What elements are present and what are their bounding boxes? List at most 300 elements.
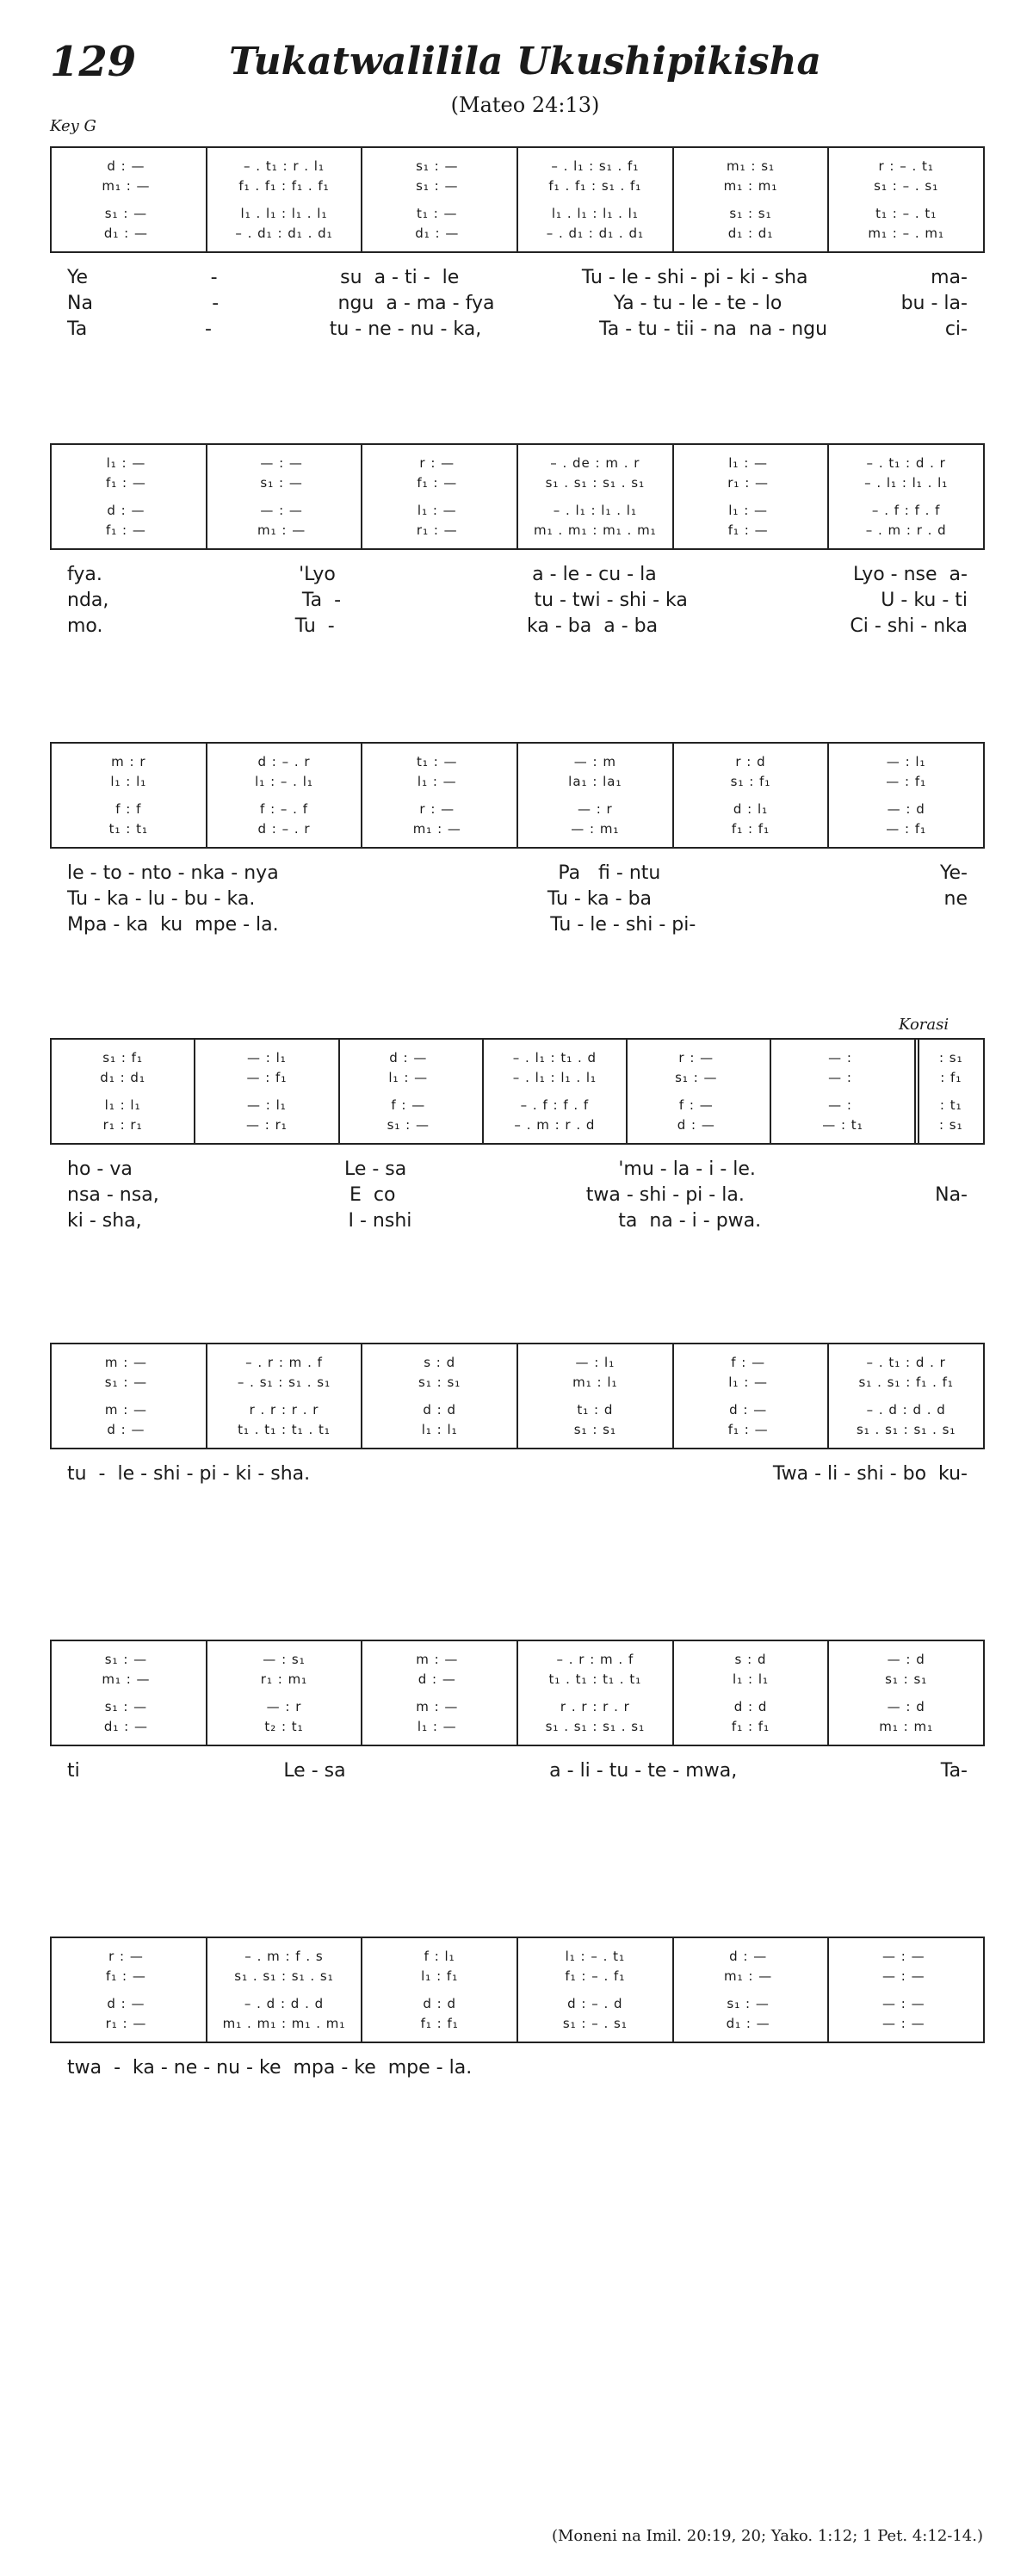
lyrics-block [50,1758,985,1784]
voice-part: – . f : f . f [520,1097,590,1113]
voice-part: – . s₁ : s₁ . s₁ [237,1374,331,1390]
measure [207,445,363,548]
voice-part: : f₁ [940,1069,962,1085]
voice-part: f : – . f [260,801,308,817]
hymn-number: 129 [50,38,137,86]
voice-part: r₁ : r₁ [102,1116,143,1133]
voice-part: d : l₁ [733,801,769,817]
music-system [50,1343,985,1487]
lyric-segment: I - nshi [348,1210,412,1232]
lyric-segment: Tu - ka - lu - bu - ka. [67,888,256,910]
voice-part: – . l₁ : l₁ . l₁ [553,503,637,518]
lyric-segment: tu - le - shi - pi - ki - sha. [67,1463,311,1485]
lyric-segment: Tu - le - shi - pi - ki - sha [581,267,808,288]
lyric-segment: Mpa - ka ku mpe - la. [67,914,279,936]
voice-part: d : — [107,1421,151,1437]
voice-part: d : d [423,1402,456,1418]
voice-part: — : l₁ [886,754,926,769]
voice-part: l₁ . l₁ : l₁ . l₁ [240,206,328,221]
voice-part: m₁ : — [102,1671,156,1687]
voice-part: s₁ . s₁ : s₁ . s₁ [234,1968,334,1984]
lyric-line [50,614,985,639]
music-system [50,1937,985,2081]
voice-part: d : d [733,1699,768,1714]
measure [829,148,983,251]
voice-part: f₁ : f₁ [420,2015,459,2031]
lyric-segment: Ta - [301,590,342,611]
lyric-segment: Le - sa [283,1760,346,1782]
measure [919,1040,983,1143]
voice-part: s₁ : — [416,177,464,194]
voice-part: : s₁ [938,1116,963,1133]
voice-part: f : — [731,1355,770,1370]
voice-part: s₁ : – . s₁ [562,2015,628,2031]
measure [362,1344,518,1448]
voice-part: l₁ : l₁ [733,1671,769,1687]
voice-part: — : f₁ [246,1069,288,1085]
music-system [50,1640,985,1784]
voice-part: : t₁ [939,1097,962,1113]
measure [207,1344,363,1448]
voice-part: m₁ : — [724,1968,778,1984]
voice-part: – . f : f . f [871,503,941,518]
staff [50,1343,985,1449]
voice-part: s₁ : f₁ [102,1050,143,1066]
measure [829,1344,983,1448]
lyric-line [50,562,985,588]
voice-part: d : — [677,1116,721,1133]
voice-part: l₁ : — [417,773,462,789]
measure [207,1938,363,2042]
lyric-segment: Ye- [939,862,968,884]
voice-part: — : d [887,1699,925,1714]
voice-part: – . d₁ : d₁ . d₁ [546,225,644,241]
staff [50,1038,985,1145]
voice-part: — : — [260,455,308,471]
voice-part: r₁ : m₁ [260,1671,308,1687]
voice-part: s₁ : f₁ [730,773,771,789]
voice-part: – . l₁ : s₁ . f₁ [551,158,640,174]
lyric-segment: bu - la- [900,293,968,314]
voice-part: – . d₁ : d₁ . d₁ [235,225,333,241]
lyric-segment: nsa - nsa, [67,1184,159,1206]
voice-part: f₁ : — [106,474,152,491]
measure [518,445,674,548]
voice-part: – . r : m . f [556,1652,634,1667]
voice-part: s : d [734,1652,767,1667]
voice-part: – . t₁ : r . l₁ [244,158,325,174]
lyric-segment: Ta- [940,1760,968,1782]
voice-part: s₁ : — [727,1996,775,2011]
lyric-line [50,886,985,912]
measure [52,1641,207,1745]
lyric-segment: - [212,293,220,314]
voice-part: r : – . t₁ [878,158,934,174]
voice-part: r : d [735,754,766,769]
voice-part: — : r [266,1699,302,1714]
voice-part: l₁ . l₁ : l₁ . l₁ [551,206,639,221]
voice-part: f : l₁ [424,1949,455,1964]
voice-part: – . r : m . f [245,1355,323,1370]
measure [829,445,983,548]
voice-part: – . l₁ : l₁ . l₁ [864,474,949,491]
voice-part: m₁ . m₁ : m₁ . m₁ [222,2015,346,2031]
voice-part: — : — [882,1968,931,1984]
voice-part: – . m : r . d [514,1116,596,1133]
voice-part: — : m [573,754,616,769]
footer-reference: (Moneni na Imil. 20:19, 20; Yako. 1:12; 1 Pet. 4:12-14.) [551,2527,983,2545]
voice-part: r₁ : — [105,2015,152,2031]
measure [207,744,363,847]
voice-part: s₁ : — [416,158,464,174]
music-system [50,443,985,639]
measure [52,744,207,847]
voice-part: r₁ : — [727,474,774,491]
voice-part: – . m : r . d [865,522,947,538]
voice-part: m₁ : s₁ [727,158,776,174]
voice-part: l₁ : — [417,1718,462,1734]
lyric-segment: Tu - le - shi - pi- [550,914,696,936]
voice-part: m : — [416,1699,464,1714]
lyric-segment: Tu - [294,615,335,637]
voice-part: — : d [887,801,925,817]
measure [628,1040,771,1143]
voice-part: – . t₁ : d . r [866,455,946,471]
measure [195,1040,339,1143]
measure [362,1938,518,2042]
voice-part: m₁ : l₁ [572,1374,618,1390]
lyric-line [50,2055,985,2081]
voice-part: r : — [419,455,460,471]
voice-part: s₁ : s₁ [573,1421,616,1437]
measure [518,148,674,251]
measure [362,1641,518,1745]
voice-part: d : — [729,1402,772,1418]
voice-part: f₁ : – . f₁ [565,1968,626,1984]
voice-part: – . de : m . r [550,455,640,471]
measure [771,1040,919,1143]
voice-part: t₁ : – . t₁ [875,206,937,221]
voice-part: f₁ . f₁ : f₁ . f₁ [238,177,330,194]
voice-part: f : — [391,1097,430,1113]
voice-part: s₁ . s₁ : s₁ . s₁ [545,1718,646,1734]
lyric-segment: 'mu - la - i - le. [618,1158,756,1180]
voice-part: — : — [882,1996,931,2011]
measure [674,744,830,847]
lyric-segment: mo. [67,615,103,637]
voice-part: d₁ : d₁ [727,225,774,241]
voice-part: l₁ : – . t₁ [565,1949,626,1964]
lyric-segment: ma- [931,267,968,288]
lyric-segment: Twa - li - shi - bo ku- [772,1463,968,1485]
lyric-segment: - [210,267,218,288]
voice-part: — : [828,1050,857,1066]
voice-part: d : d [423,1996,456,2011]
music-system [50,146,985,343]
lyrics-block [50,2055,985,2081]
voice-part: s₁ . s₁ : s₁ . s₁ [545,474,646,491]
measure [362,744,518,847]
measure [674,1938,830,2042]
voice-part: l₁ : l₁ [110,773,147,789]
measure [207,148,363,251]
scripture-reference: (Mateo 24:13) [450,93,600,117]
voice-part: l₁ : — [728,503,773,518]
measure [518,1938,674,2042]
voice-part: d₁ : — [103,1718,153,1734]
lyric-line [50,291,985,317]
measure [52,148,207,251]
voice-part: – . l₁ : t₁ . d [512,1050,597,1066]
voice-part: – . d : d . d [866,1402,946,1418]
music-system [50,1038,985,1234]
lyric-segment: su a - ti - le [340,267,460,288]
voice-part: — : [828,1097,857,1113]
voice-part: s₁ : s₁ [885,1671,928,1687]
voice-part: r : — [678,1050,719,1066]
hymn-title: Tukatwalilila Ukushipikisha [228,40,822,83]
voice-part: m : — [416,1652,464,1667]
measure [518,1641,674,1745]
voice-part: f : — [678,1097,719,1113]
voice-part: : s₁ [938,1050,963,1066]
voice-part: d : — [729,1949,772,1964]
lyric-segment: ne [943,888,968,910]
voice-part: d₁ : — [415,225,465,241]
measure [52,445,207,548]
lyric-segment: Pa fi - ntu [558,862,661,884]
voice-part: m₁ : m₁ [879,1718,934,1734]
lyric-line [50,1208,985,1234]
measure [340,1040,484,1143]
voice-part: — : t₁ [822,1116,863,1133]
chorus-label: Korasi [899,1016,949,1034]
voice-part: m₁ : m₁ [723,177,778,194]
voice-part: d : — [107,503,151,518]
lyric-line [50,265,985,291]
measure [829,744,983,847]
voice-part: f₁ : — [106,522,152,538]
lyric-line [50,1183,985,1208]
lyrics-block [50,265,985,343]
voice-part: d₁ : — [726,2015,776,2031]
lyric-segment: ngu a - ma - fya [337,293,495,314]
voice-part: m₁ : — [102,177,156,194]
voice-part: d : — [389,1050,433,1066]
voice-part: m : — [104,1402,152,1418]
voice-part: t₁ : t₁ [108,820,149,837]
lyric-segment: twa - ka - ne - nu - ke mpa - ke mpe - la. [67,2057,473,2079]
voice-part: t₁ : — [417,206,463,221]
voice-part: r . r : r . r [249,1402,319,1418]
lyric-segment: ci- [944,318,968,340]
voice-part: s₁ : — [387,1116,435,1133]
lyrics-block [50,1461,985,1487]
lyric-line [50,912,985,938]
voice-part: l₁ : — [388,1069,433,1085]
voice-part: s₁ . s₁ : s₁ . s₁ [856,1421,956,1437]
lyric-segment: tu - twi - shi - ka [534,590,688,611]
lyric-line [50,1758,985,1784]
voice-part: — : — [260,503,308,518]
voice-part: s₁ : s₁ [418,1374,461,1390]
voice-part: r . r : r . r [560,1699,630,1714]
staff [50,1640,985,1746]
voice-part: l₁ : — [728,1374,773,1390]
measure [674,148,830,251]
voice-part: — : — [882,2015,931,2031]
voice-part: f₁ : — [106,1968,152,1984]
lyrics-block [50,562,985,639]
voice-part: s₁ : – . s₁ [874,177,939,194]
voice-part: d : — [418,1671,461,1687]
lyric-line [50,1157,985,1183]
voice-part: t₁ . t₁ : t₁ . t₁ [238,1421,331,1437]
voice-part: d₁ : d₁ [100,1069,145,1085]
lyric-segment: le - to - nto - nka - nya [67,862,279,884]
measure [52,1344,207,1448]
lyric-line [50,861,985,886]
voice-part: f₁ : — [417,474,462,491]
measure [829,1641,983,1745]
voice-part: s₁ . s₁ : f₁ . f₁ [858,1374,954,1390]
measure [484,1040,628,1143]
voice-part: r : — [419,801,460,817]
measure [829,1938,983,2042]
music-system [50,742,985,938]
key-signature: Key G [50,117,96,135]
voice-part: l₁ : — [106,455,152,471]
voice-part: d : – . r [257,754,311,769]
voice-part: — : s₁ [263,1652,306,1667]
voice-part: d₁ : — [103,225,153,241]
voice-part: d : — [107,158,151,174]
measure [674,1641,830,1745]
voice-part: f₁ : f₁ [731,1718,770,1734]
voice-part: — : l₁ [575,1355,615,1370]
voice-part: s : d [424,1355,456,1370]
voice-part: s₁ : — [104,1374,152,1390]
lyric-segment: nda, [67,590,109,611]
lyrics-block [50,1157,985,1234]
lyric-line [50,1461,985,1487]
voice-part: — : l₁ [247,1050,287,1066]
lyric-segment: tu - ne - nu - ka, [329,318,482,340]
lyric-segment: Lyo - nse a- [852,564,968,585]
measure [674,1344,830,1448]
lyric-segment: Ta - tu - tii - na na - ngu [598,318,828,340]
voice-part: l₁ : – . l₁ [255,773,313,789]
voice-part: d : – . d [567,1996,623,2011]
staff [50,146,985,253]
voice-part: l₁ : f₁ [421,1968,459,1984]
voice-part: t₁ . t₁ : t₁ . t₁ [548,1671,642,1687]
voice-part: s₁ : — [104,1699,152,1714]
lyric-segment: - [205,318,212,340]
measure [518,1344,674,1448]
voice-part: — : f₁ [886,773,927,789]
voice-part: m₁ : — [412,820,467,837]
lyric-segment: Ya - tu - le - te - lo [613,293,782,314]
lyric-segment: twa - shi - pi - la. [585,1184,745,1206]
voice-part: d : — [107,1996,151,2011]
lyric-segment: ta na - i - pwa. [618,1210,762,1232]
voice-part: — : m₁ [571,820,620,837]
voice-part: f₁ : f₁ [731,820,770,837]
voice-part: d : – . r [257,820,311,837]
voice-part: f₁ . f₁ : s₁ . f₁ [548,177,642,194]
voice-part: m₁ : — [257,522,311,538]
measure [207,1641,363,1745]
voice-part: – . d : d . d [244,1996,325,2011]
voice-part: — : f₁ [886,820,927,837]
voice-part: t₁ : — [417,754,463,769]
measure [674,445,830,548]
voice-part: r : — [108,1949,149,1964]
voice-part: f₁ : — [727,1421,774,1437]
voice-part: m : r [111,754,146,769]
voice-part: l₁ : — [728,455,773,471]
voice-part: s₁ : — [260,474,308,491]
measure [362,148,518,251]
lyric-segment: ki - sha, [67,1210,142,1232]
voice-part: t₂ : t₁ [264,1718,304,1734]
lyric-segment: ka - ba a - ba [527,615,659,637]
voice-part: f : f [115,801,142,817]
lyric-segment: U - ku - ti [881,590,968,611]
voice-part: s₁ : — [675,1069,723,1085]
voice-part: m₁ : – . m₁ [868,225,945,241]
voice-part: l₁ : l₁ [104,1097,141,1113]
lyric-segment: Le - sa [343,1158,407,1180]
voice-part: — : [828,1069,857,1085]
lyrics-block [50,861,985,938]
lyric-segment: 'Lyo [299,564,336,585]
voice-part: — : r₁ [246,1116,288,1133]
voice-part: m : — [104,1355,152,1370]
lyric-segment: E co [349,1184,396,1206]
lyric-segment: ho - va [67,1158,133,1180]
voice-part: l₁ : — [417,503,462,518]
voice-part: r₁ : — [416,522,463,538]
voice-part: – . m : f . s [244,1949,324,1964]
voice-part: – . l₁ : l₁ . l₁ [512,1069,597,1085]
measure [362,445,518,548]
lyric-segment: Ci - shi - nka [850,615,968,637]
voice-part: — : — [882,1949,931,1964]
lyric-segment: Tu - ka - ba [547,888,653,910]
voice-part: — : r [577,801,613,817]
lyric-segment: Ta [67,318,88,340]
lyric-segment: Na- [935,1184,968,1206]
staff [50,1937,985,2043]
lyric-segment: Ye [67,267,89,288]
lyric-line [50,588,985,614]
voice-part: – . t₁ : d . r [866,1355,946,1370]
voice-part: la₁ : la₁ [568,773,622,789]
voice-part: t₁ : d [577,1402,614,1418]
staff [50,443,985,550]
voice-part: — : d [887,1652,925,1667]
voice-part: — : l₁ [247,1097,287,1113]
measure [518,744,674,847]
lyric-segment: ti [67,1760,80,1782]
lyric-segment: fya. [67,564,102,585]
voice-part: m₁ . m₁ : m₁ . m₁ [534,522,657,538]
measure [52,1938,207,2042]
measure [52,1040,195,1143]
voice-part: s₁ : — [104,1652,152,1667]
